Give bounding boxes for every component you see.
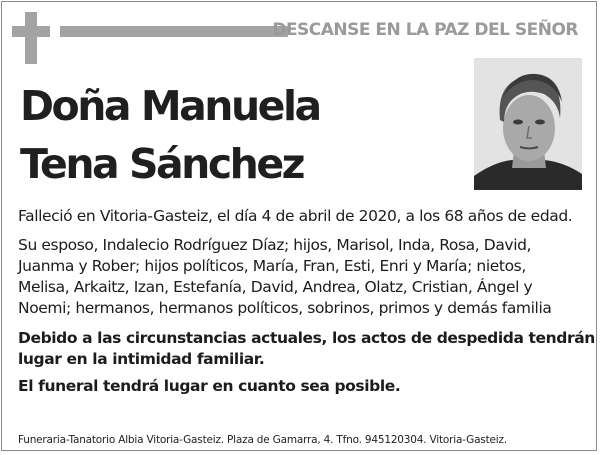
header-motto: DESCANSE EN LA PAZ DEL SEÑOR <box>272 20 578 40</box>
obituary-notice <box>1 1 597 451</box>
deceased-name-line1: Doña Manuela <box>20 82 320 130</box>
announcement-line: Debido a las circunstancias actuales, los actos de despedida tendrán <box>18 329 595 347</box>
announcement-line: lugar en la intimidad familiar. <box>18 350 265 368</box>
cross-icon <box>12 12 50 64</box>
family-line: Noemi; hermanos, hermanos políticos, sobrinos, primos y demás familia <box>18 299 552 317</box>
funeral-home-footer: Funeraria-Tanatorio Albia Vitoria-Gasteiz. Plaza de Gamarra, 4. Tfno. 945120304. Vitoria-Gasteiz. <box>18 434 507 446</box>
header-rule <box>60 26 288 37</box>
deceased-photo <box>474 58 582 190</box>
family-line: Melisa, Arkaitz, Izan, Estefanía, David, Andrea, Olatz, Cristian, Ángel y <box>18 278 533 296</box>
family-paragraph <box>18 235 584 319</box>
funeral-note: El funeral tendrá lugar en cuanto sea posible. <box>18 377 401 395</box>
death-notice-text: Falleció en Vitoria-Gasteiz, el día 4 de abril de 2020, a los 68 años de edad. <box>18 207 573 225</box>
cross-horizontal-bar <box>12 26 50 37</box>
announcement-paragraph <box>18 328 595 370</box>
family-line: Su esposo, Indalecio Rodríguez Díaz; hijos, Marisol, Inda, Rosa, David, <box>18 236 532 254</box>
deceased-name-line2: Tena Sánchez <box>20 140 304 188</box>
portrait-image <box>474 58 582 190</box>
family-line: Juanma y Rober; hijos políticos, María, Fran, Esti, Enri y María; nietos, <box>18 257 526 275</box>
cross-vertical-bar <box>25 12 37 64</box>
